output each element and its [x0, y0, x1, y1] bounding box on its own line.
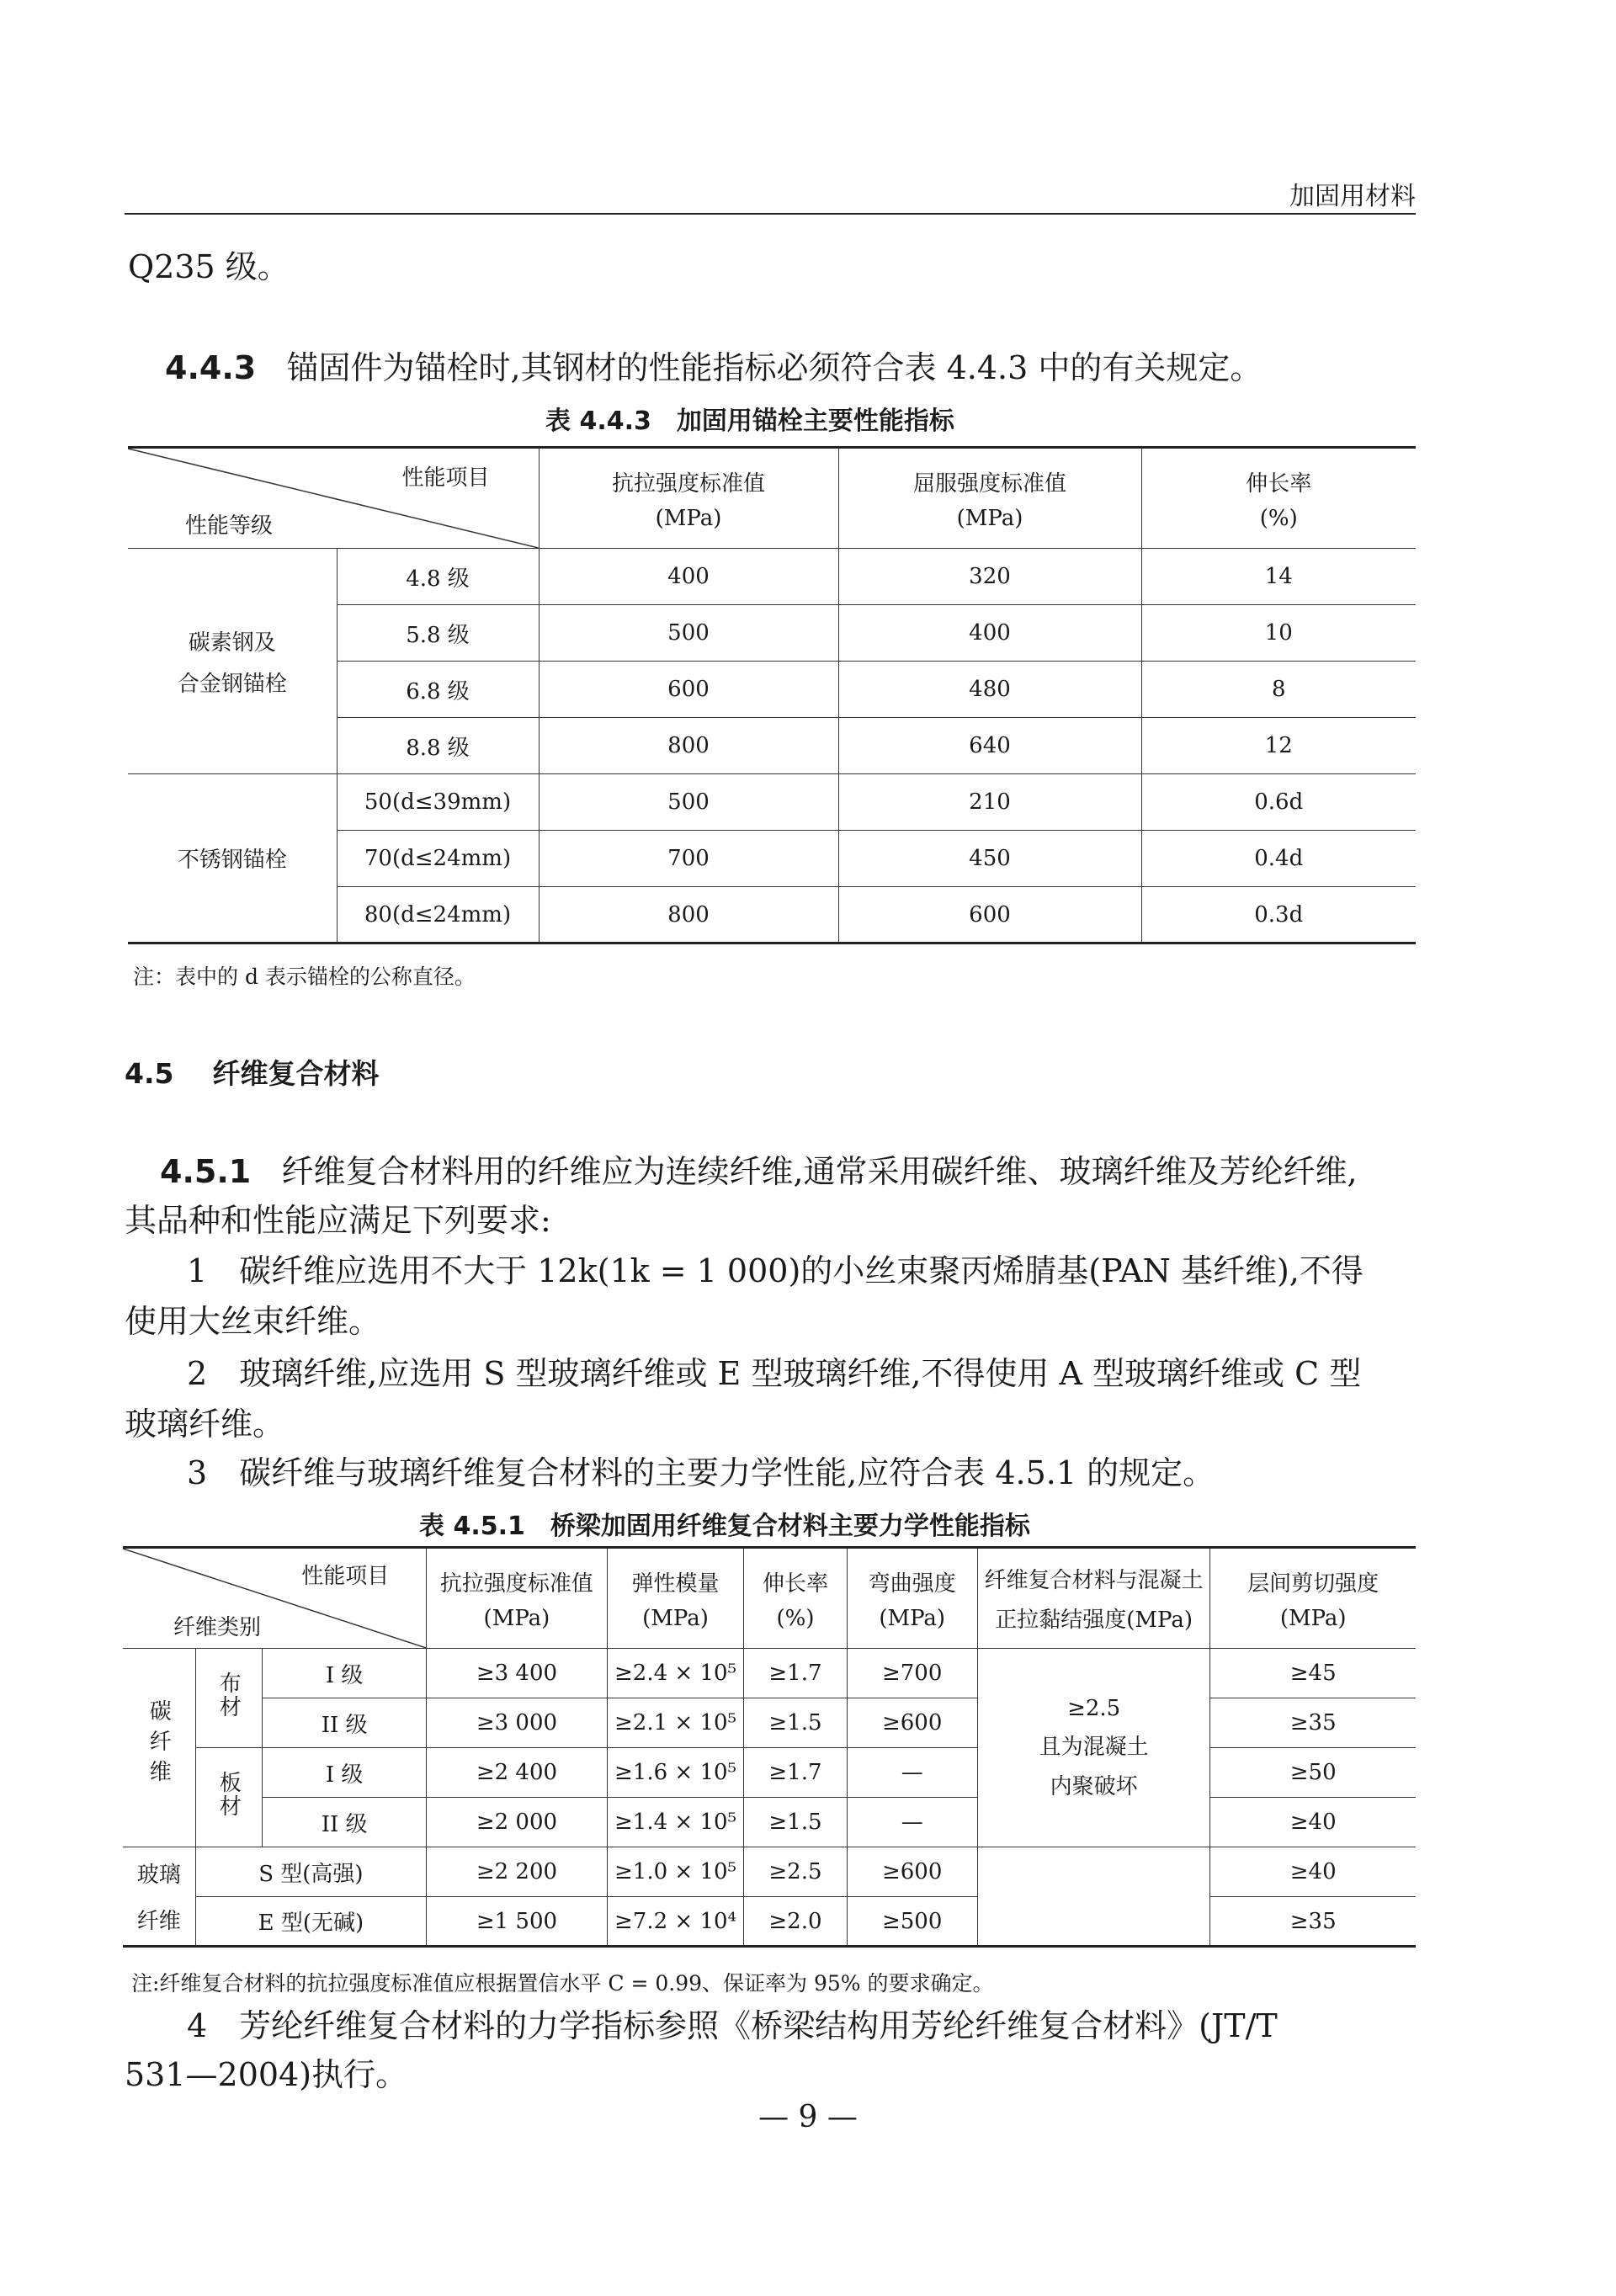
table-caption-4-4-3: 表 4.4.3 加固用锚栓主要性能指标 — [545, 407, 954, 436]
item-3-line1: 3 碳纤维与玻璃纤维复合材料的主要力学性能,应符合表 4.5.1 的规定。 — [187, 1454, 1215, 1491]
table2-col-header: 弹性模量 (MPa) — [607, 1548, 744, 1649]
table-row — [123, 1649, 1416, 1698]
table2-cell: ≥700 — [847, 1649, 977, 1698]
table2-cell: ≥50 — [1210, 1748, 1416, 1798]
clause-4-5-1-line2: 其品种和性能应满足下列要求: — [125, 1202, 551, 1239]
table1-cell: 8.8 级 — [337, 718, 539, 774]
table2-corner-top: 性能项目 — [301, 1564, 390, 1589]
table2-cell: ≥1.0 × 10⁵ — [607, 1847, 744, 1897]
table2-cell: ≥1.5 — [744, 1698, 847, 1748]
table2-cell: ≥500 — [847, 1897, 977, 1947]
table-row — [128, 774, 1416, 831]
table2-corner-bottom: 纤维类别 — [173, 1615, 262, 1640]
table1-note: 注：表中的 d 表示锚栓的公称直径。 — [133, 965, 476, 989]
table2-cell: I 级 — [262, 1748, 426, 1798]
table1-cell: 480 — [838, 662, 1141, 718]
table2-cell: II 级 — [262, 1698, 426, 1748]
table1-group-label: 碳素钢及 合金钢锚栓 — [128, 549, 337, 774]
table2-cell: I 级 — [262, 1649, 426, 1698]
table2-glass-label: 玻璃 纤维 — [123, 1847, 195, 1947]
item-4-line1: 4 芳纶纤维复合材料的力学指标参照《桥梁结构用芳纶纤维复合材料》(JT/T — [187, 2007, 1278, 2044]
clause-4-4-3 — [165, 347, 1262, 389]
table2-carbon-label: 碳纤维 — [123, 1649, 195, 1847]
table1-corner-bottom: 性能等级 — [185, 513, 274, 539]
table1-cell: 640 — [838, 718, 1141, 774]
table2-cell: ≥600 — [847, 1847, 977, 1897]
table1-corner-cell — [128, 448, 539, 549]
table2-cell: ≥7.2 × 10⁴ — [607, 1897, 744, 1947]
table2-col-header: 层间剪切强度 (MPa) — [1210, 1548, 1416, 1649]
table1-cell: 600 — [838, 887, 1141, 943]
table1-cell: 700 — [539, 831, 838, 887]
table1-cell: 800 — [539, 887, 838, 943]
table-row — [123, 1698, 1416, 1748]
table1-cell: 6.8 级 — [337, 662, 539, 718]
clause-text: 纤维复合材料用的纤维应为连续纤维,通常采用碳纤维、玻璃纤维及芳纶纤维, — [281, 1153, 1358, 1190]
table1-cell: 400 — [539, 549, 838, 605]
table2-cell: ≥2.0 — [744, 1897, 847, 1947]
table-4-4-3 — [128, 446, 1416, 944]
table1-cell: 600 — [539, 662, 838, 718]
table2-cell: ≥35 — [1210, 1897, 1416, 1947]
table2-cell: ≥1.7 — [744, 1748, 847, 1798]
table2-cloth-label: 布材 — [195, 1649, 262, 1748]
table2-cell: ≥2 400 — [427, 1748, 607, 1798]
item-4-line2: 531—2004)执行。 — [125, 2056, 408, 2093]
table2-plate-label: 板材 — [195, 1748, 262, 1847]
table1-cell: 8 — [1141, 662, 1416, 718]
table2-cell: ≥3 400 — [427, 1649, 607, 1698]
table-row — [123, 1748, 1416, 1798]
table-row — [123, 1897, 1416, 1947]
table1-cell: 14 — [1141, 549, 1416, 605]
table2-cell: II 级 — [262, 1798, 426, 1847]
table1-cell: 320 — [838, 549, 1141, 605]
table2-cell: ≥1.7 — [744, 1649, 847, 1698]
table-row — [123, 1798, 1416, 1847]
table2-cell: ≥600 — [847, 1698, 977, 1748]
table2-empty-cell — [977, 1847, 1209, 1947]
item-2-line1: 2 玻璃纤维,应选用 S 型玻璃纤维或 E 型玻璃纤维,不得使用 A 型玻璃纤维或 C 型 — [187, 1355, 1362, 1392]
clause-4-5-1-line1 — [160, 1151, 1358, 1193]
table2-cell: ≥2 000 — [427, 1798, 607, 1847]
table1-cell: 0.4d — [1141, 831, 1416, 887]
table-row — [123, 1847, 1416, 1897]
table1-cell: 500 — [539, 774, 838, 831]
table1-cell: 10 — [1141, 605, 1416, 662]
table1-cell: 4.8 级 — [337, 549, 539, 605]
table2-cell: ≥2.1 × 10⁵ — [607, 1698, 744, 1748]
clause-text: 锚固件为锚栓时,其钢材的性能指标必须符合表 4.4.3 中的有关规定。 — [286, 349, 1262, 386]
table2-cell: ≥1.4 × 10⁵ — [607, 1798, 744, 1847]
table2-col-header: 抗拉强度标准值 (MPa) — [427, 1548, 607, 1649]
table2-cell: — — [847, 1798, 977, 1847]
item-1-line1: 1 碳纤维应选用不大于 12k(1k = 1 000)的小丝束聚丙烯腈基(PAN 基纤维),不得 — [187, 1252, 1364, 1289]
table1-col-header: 抗拉强度标准值 (MPa) — [539, 448, 838, 549]
table2-col-header: 伸长率 (%) — [744, 1548, 847, 1649]
table2-cell: ≥40 — [1210, 1847, 1416, 1897]
table2-col-header: 纤维复合材料与混凝土 正拉黏结强度(MPa) — [977, 1548, 1209, 1649]
item-2-line2: 玻璃纤维。 — [125, 1406, 285, 1443]
item-1-line2: 使用大丝束纤维。 — [125, 1303, 381, 1340]
clause-number: 4.4.3 — [165, 349, 257, 386]
table1-corner-top: 性能项目 — [401, 465, 490, 491]
table2-cell: ≥3 000 — [427, 1698, 607, 1748]
table1-cell: 500 — [539, 605, 838, 662]
table1-cell: 800 — [539, 718, 838, 774]
table2-cell: ≥40 — [1210, 1798, 1416, 1847]
table2-cell: S 型(高强) — [195, 1847, 427, 1897]
page-number: — 9 — — [758, 2100, 858, 2134]
table2-corner-cell — [123, 1548, 427, 1649]
table1-cell: 70(d≤24mm) — [337, 831, 539, 887]
table2-col-header: 弯曲强度 (MPa) — [847, 1548, 977, 1649]
table1-cell: 450 — [838, 831, 1141, 887]
table1-cell: 0.6d — [1141, 774, 1416, 831]
table-caption-4-5-1: 表 4.5.1 桥梁加固用纤维复合材料主要力学性能指标 — [419, 1512, 1030, 1541]
table2-cell: ≥1 500 — [427, 1897, 607, 1947]
table2-cell: ≥2 200 — [427, 1847, 607, 1897]
table1-cell: 0.3d — [1141, 887, 1416, 943]
table1-col-header: 屈服强度标准值 (MPa) — [838, 448, 1141, 549]
table1-cell: 12 — [1141, 718, 1416, 774]
clause-number: 4.5.1 — [160, 1153, 252, 1190]
table1-cell: 80(d≤24mm) — [337, 887, 539, 943]
table1-cell: 400 — [838, 605, 1141, 662]
running-header: 加固用材料 — [1289, 182, 1416, 211]
table2-cell: — — [847, 1748, 977, 1798]
table1-group-label: 不锈钢锚栓 — [128, 774, 337, 943]
table2-cell: ≥1.5 — [744, 1798, 847, 1847]
table-4-5-1 — [123, 1546, 1416, 1948]
table2-cell: ≥35 — [1210, 1698, 1416, 1748]
table2-cell: ≥1.6 × 10⁵ — [607, 1748, 744, 1798]
table2-cell: ≥2.4 × 10⁵ — [607, 1649, 744, 1698]
table2-note: 注:纤维复合材料的抗拉强度标准值应根据置信水平 C = 0.99、保证率为 95% 的要求确定。 — [131, 1971, 994, 1996]
table2-cell: E 型(无碱) — [195, 1897, 427, 1947]
section-title: 纤维复合材料 — [212, 1057, 380, 1090]
table2-cell: ≥2.5 — [744, 1847, 847, 1897]
section-number: 4.5 — [125, 1057, 174, 1090]
table1-cell: 5.8 级 — [337, 605, 539, 662]
paragraph-q235: Q235 级。 — [128, 248, 290, 285]
table1-cell: 210 — [838, 774, 1141, 831]
table-row — [128, 549, 1416, 605]
header-rule — [125, 213, 1416, 215]
table1-col-header: 伸长率 (%) — [1141, 448, 1416, 549]
section-4-5-heading — [125, 1052, 379, 1092]
table2-cell: ≥45 — [1210, 1649, 1416, 1698]
table2-bond-strength: ≥2.5 且为混凝土 内聚破坏 — [977, 1649, 1209, 1847]
table1-cell: 50(d≤39mm) — [337, 774, 539, 831]
